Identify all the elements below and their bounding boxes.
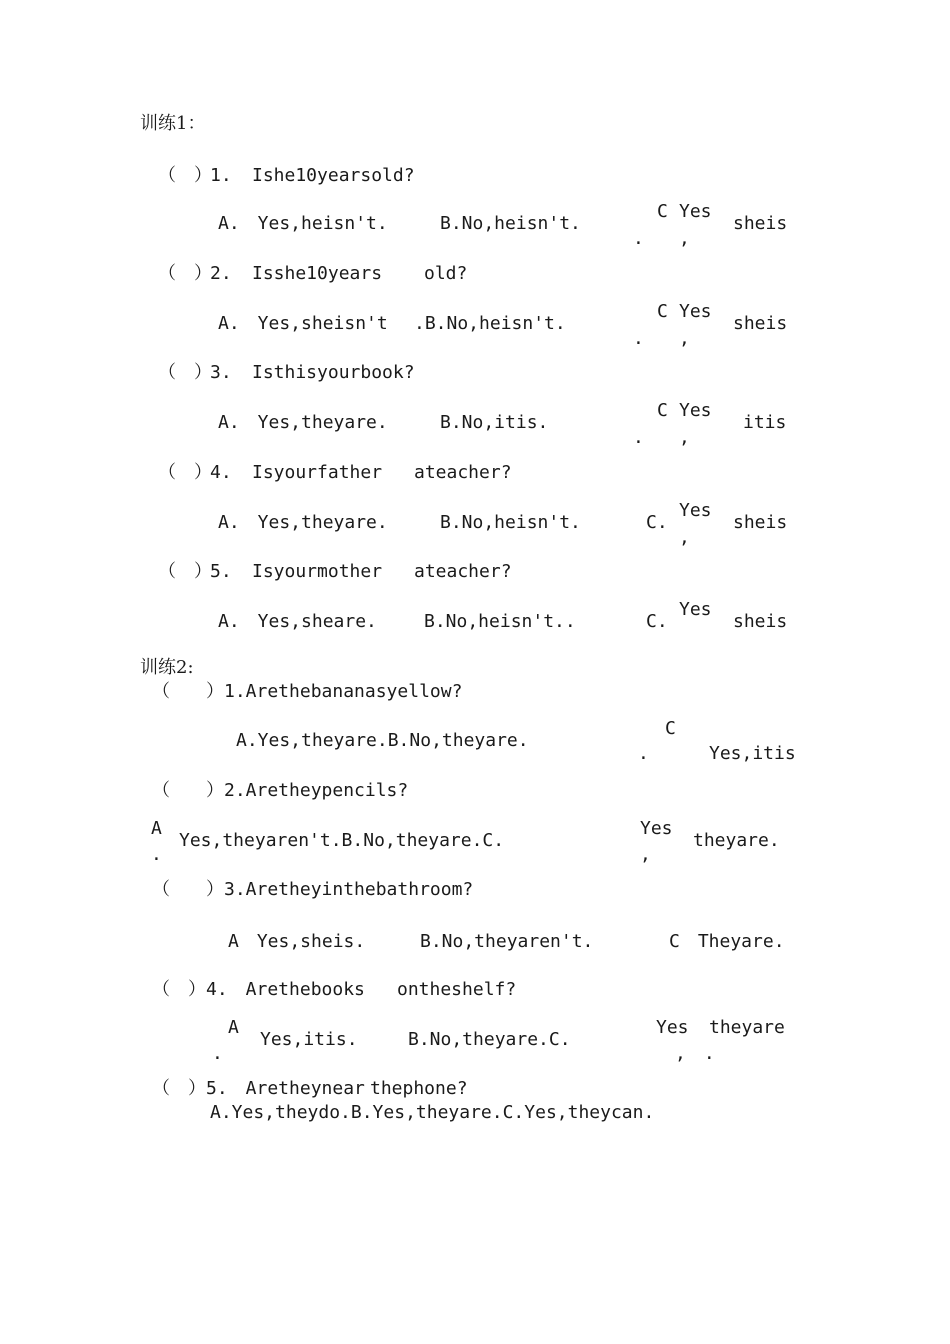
option-c-yes[interactable]: Yes xyxy=(640,818,673,839)
answer-blank[interactable]: （ ） xyxy=(158,362,212,383)
question-line-end: ontheshelf? xyxy=(397,979,517,1000)
answer-blank[interactable]: （ ） xyxy=(158,165,212,186)
question-text-end: ateacher? xyxy=(414,561,512,582)
option-a-dot: . xyxy=(212,1043,223,1064)
option-a[interactable]: A. Yes,sheare. xyxy=(218,611,377,632)
option-a-dot: . xyxy=(151,844,162,865)
option-a[interactable]: A Yes,sheis. xyxy=(228,931,366,952)
option-c-text[interactable]: itis xyxy=(743,412,787,433)
question-text-end: old? xyxy=(424,263,468,284)
answer-blank[interactable]: （ ） xyxy=(158,561,212,582)
option-c-text[interactable]: Yes,itis xyxy=(709,743,796,764)
option-c-dot: . xyxy=(633,328,644,349)
options-ab[interactable]: Yes,theyaren't.B.No,theyare.C. xyxy=(179,830,505,851)
option-b[interactable]: B.No,heisn't. xyxy=(440,512,581,533)
option-c-comma: , xyxy=(679,228,690,249)
option-a[interactable]: A. Yes,theyare. xyxy=(218,412,388,433)
option-a-letter[interactable]: A xyxy=(151,818,162,839)
option-c-letter[interactable]: C xyxy=(657,400,668,421)
option-c-dot: . xyxy=(638,743,649,764)
question-text: Ishe10yearsold? xyxy=(252,165,415,186)
question-number: 3. xyxy=(210,362,232,383)
option-a[interactable]: A. Yes,heisn't. xyxy=(218,213,388,234)
option-c-yes[interactable]: Yes xyxy=(679,500,712,521)
option-b[interactable]: B.No,itis. xyxy=(440,412,549,433)
option-b[interactable]: .B.No,heisn't. xyxy=(414,313,566,334)
options-line[interactable]: A.Yes,theydo.B.Yes,theyare.C.Yes,theycan. xyxy=(210,1102,655,1123)
option-b[interactable]: B.No,heisn't. xyxy=(440,213,581,234)
option-c-letter[interactable]: C xyxy=(657,201,668,222)
option-a[interactable]: A. Yes,sheisn't xyxy=(218,313,388,334)
question-text: Isthisyourbook? xyxy=(252,362,415,383)
question-line: （ ）1.Arethebananasyellow? xyxy=(152,681,463,702)
question-number: 2. xyxy=(210,263,232,284)
option-c-dot: . xyxy=(633,228,644,249)
question-text: Isyourfather xyxy=(252,462,383,483)
option-c-dot: . xyxy=(633,427,644,448)
answer-blank[interactable]: （ ） xyxy=(158,263,212,284)
question-text: Isyourmother xyxy=(252,561,383,582)
question-text: Isshe10years xyxy=(252,263,383,284)
option-c-text[interactable]: sheis xyxy=(733,512,788,533)
option-c-text[interactable]: theyare. xyxy=(693,830,780,851)
question-line: （ ）4. Arethebooks xyxy=(152,979,365,1000)
option-a[interactable]: A. Yes,theyare. xyxy=(218,512,388,533)
section2-heading: 训练2: xyxy=(140,657,194,678)
option-c-letter[interactable]: C. xyxy=(646,512,668,533)
option-a[interactable]: Yes,itis. xyxy=(260,1029,358,1050)
option-c-text[interactable]: sheis xyxy=(733,213,788,234)
option-c-yes[interactable]: Yes xyxy=(679,599,712,620)
option-c-yes[interactable]: Yes xyxy=(679,301,712,322)
option-c-comma: , xyxy=(679,427,690,448)
question-line: （ ）5. Aretheynear xyxy=(152,1078,365,1099)
options-ab[interactable]: A.Yes,theyare.B.No,theyare. xyxy=(236,730,529,751)
option-c-letter[interactable]: C. xyxy=(646,611,668,632)
option-b[interactable]: B.No,heisn't.. xyxy=(424,611,576,632)
option-a-letter[interactable]: A xyxy=(228,1017,239,1038)
option-b[interactable]: B.No,theyare.C. xyxy=(408,1029,571,1050)
option-c-yes[interactable]: Yes xyxy=(656,1017,689,1038)
option-c-letter[interactable]: C xyxy=(657,301,668,322)
option-c-comma: , xyxy=(679,328,690,349)
option-c-text[interactable]: sheis xyxy=(733,611,788,632)
option-c-comma: , xyxy=(679,527,690,548)
option-c-letter[interactable]: C xyxy=(665,718,676,739)
option-c-yes[interactable]: Yes xyxy=(679,400,712,421)
option-c[interactable]: C Theyare. xyxy=(669,931,785,952)
option-c-comma: , xyxy=(640,844,651,865)
question-line-end: thephone? xyxy=(370,1078,468,1099)
option-b[interactable]: B.No,theyaren't. xyxy=(420,931,594,952)
question-number: 1. xyxy=(210,165,232,186)
answer-blank[interactable]: （ ） xyxy=(158,462,212,483)
section1-heading: 训练1： xyxy=(140,113,206,134)
question-number: 5. xyxy=(210,561,232,582)
option-c-text[interactable]: theyare xyxy=(709,1017,785,1038)
question-number: 4. xyxy=(210,462,232,483)
question-line: （ ）3.Aretheyinthebathroom? xyxy=(152,879,474,900)
option-c-yes[interactable]: Yes xyxy=(679,201,712,222)
question-text-end: ateacher? xyxy=(414,462,512,483)
option-c-text[interactable]: sheis xyxy=(733,313,788,334)
question-line: （ ）2.Aretheypencils? xyxy=(152,780,409,801)
option-c-punct: , . xyxy=(675,1043,715,1064)
